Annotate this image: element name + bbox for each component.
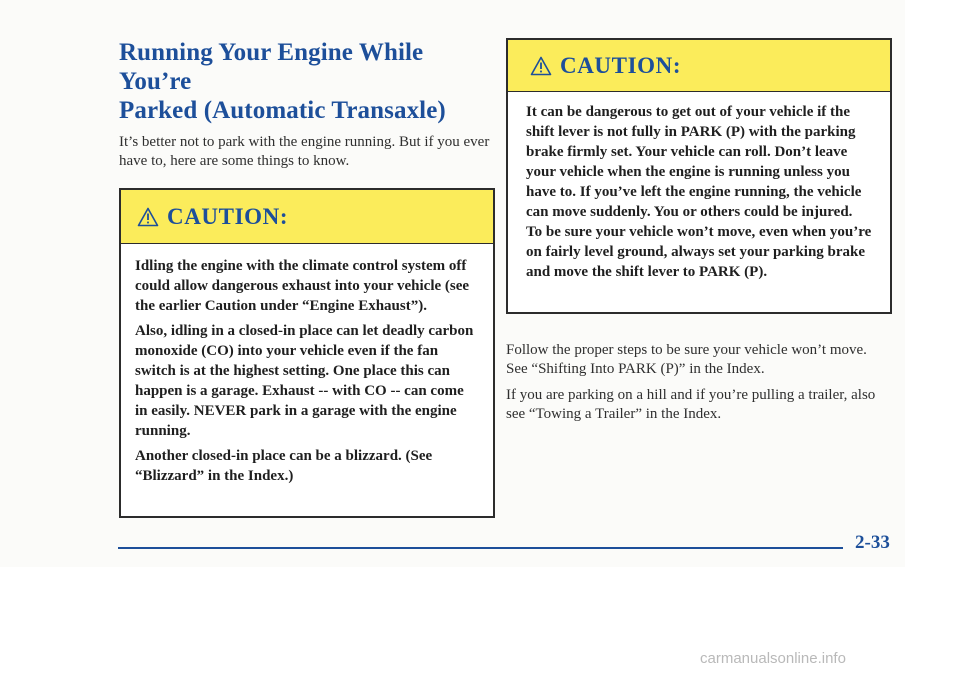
intro-paragraph: It’s better not to park with the engine running. But if you ever have to, here are some things to know. (119, 134, 490, 169)
caution-box-exhaust (119, 188, 495, 518)
caution-paragraph: Another closed-in place can be a blizzard. (See “Blizzard” in the Index.) (135, 448, 433, 484)
section-title-line2: Parked (Automatic Transaxle) (119, 97, 446, 124)
caution-body (508, 92, 890, 282)
section-title (119, 38, 497, 125)
caution-paragraph: Also, idling in a closed-in place can let deadly carbon monoxide (CO) into your vehicle even if the fan switch is at the highest setting. One place this can happen is a garage. Exhaust -- with CO -- can come in easily. NEVER park in a garage with the engine running. (135, 323, 474, 439)
right-column (506, 38, 891, 431)
caution-box-park (506, 38, 892, 314)
caution-body (121, 244, 493, 486)
footer-rule (118, 547, 843, 549)
page-number: 2-33 (855, 532, 890, 553)
left-column (119, 38, 497, 518)
section-title-line1: Running Your Engine While You’re (119, 39, 424, 95)
caution-paragraph: It can be dangerous to get out of your vehicle if the shift lever is not fully in PARK (P) with the parking brake firmly set. Your vehicle can roll. Don’t leave your vehicle when the engine is running unless you have to. If you’ve left the engine running, the vehicle can move suddenly. You or others could be injured. To be sure your vehicle won’t move, even when you’re on fairly level ground, always set your parking brake and move the shift lever to PARK (P). (526, 104, 872, 280)
caution-paragraph: Idling the engine with the climate control system off could allow dangerous exhaust into your vehicle (see the earlier Caution under “Engine Exhaust”). (135, 258, 470, 314)
warning-triangle-icon (530, 56, 552, 76)
follow-up-paragraph: If you are parking on a hill and if you’re pulling a trailer, also see “Towing a Trailer” in the Index. (506, 387, 876, 422)
caution-heading: CAUTION: (167, 203, 289, 229)
caution-header (508, 40, 890, 92)
caution-header (121, 190, 493, 244)
caution-heading: CAUTION: (560, 52, 682, 78)
follow-up-paragraph: Follow the proper steps to be sure your vehicle won’t move. See “Shifting Into PARK (P)” in the Index. (506, 342, 867, 377)
watermark: carmanualsonline.info (700, 650, 846, 667)
warning-triangle-icon (137, 207, 159, 227)
follow-up-text (506, 341, 876, 424)
